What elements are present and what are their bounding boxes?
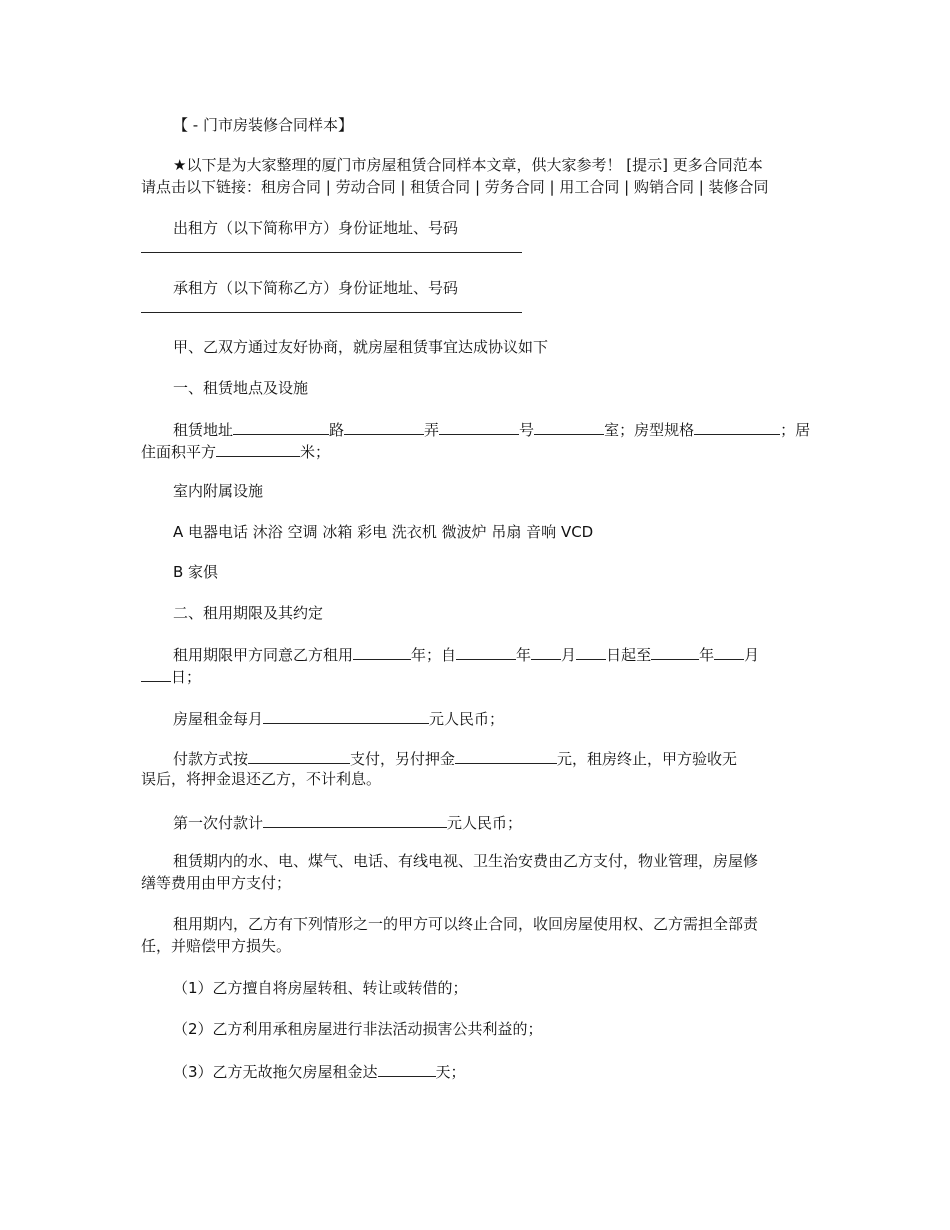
lessor-blank-line [141,252,522,253]
section-1-heading: 一、租赁地点及设施 [173,379,309,397]
start-year-blank [456,642,516,660]
rent-blank [263,706,429,724]
number-blank [439,417,519,435]
intro-line-1: ★以下是为大家整理的厦门市房屋租赁合同样本文章，供大家参考！ [提示] 更多合同范本 [173,156,763,174]
area-label: 住面积平方 [141,443,217,461]
facilities-label: 室内附属设施 [173,482,264,500]
room-type-blank [694,417,780,435]
rent-line [173,706,504,730]
end-year-blank [651,642,699,660]
rent-unit: 元人民币； [429,710,505,728]
payment-line-1 [173,746,737,770]
deposit-label: 支付，另付押金 [350,750,456,768]
facilities-item-a: A 电器电话 沐浴 空调 冰箱 彩电 洗衣机 微波炉 吊扇 音响 VCD [173,523,594,541]
area-blank [216,439,300,457]
term-label: 租用期限甲方同意乙方租用 [173,646,354,664]
rent-label: 房屋租金每月 [173,710,264,728]
road-blank [233,417,329,435]
lessee-blank-line [141,312,522,313]
end-day-label: 日； [171,668,202,686]
clause-3-label: （3）乙方无故拖欠房屋租金达 [173,1063,378,1081]
room-blank [534,417,604,435]
first-payment-line [173,810,522,834]
clause-3 [173,1059,466,1083]
term-line-1 [173,642,759,666]
end-year-label: 年 [699,646,715,664]
document-title: 【 - 门市房装修合同样本】 [173,116,353,134]
deposit-blank [455,746,557,764]
address-label: 租赁地址 [173,421,234,439]
living-label-start: ；居 [780,421,811,439]
term-from-label: 年；自 [411,646,457,664]
end-month-blank [714,642,744,660]
term-line-2 [141,664,201,688]
area-unit: 米； [300,443,331,461]
termination-line-1: 租用期内，乙方有下列情形之一的甲方可以终止合同，收回房屋使用权、乙方需担全部责 [173,915,759,933]
facilities-item-b: B 家俱 [173,563,219,581]
fees-line-2: 缮等费用由甲方支付； [141,874,292,892]
start-day-blank [576,642,606,660]
start-month-label: 月 [561,646,577,664]
fees-line-1: 租赁期内的水、电、煤气、电话、有线电视、卫生治安费由乙方支付，物业管理，房屋修 [173,852,759,870]
lessor-label: 出租方（以下简称甲方）身份证地址、号码 [173,219,459,237]
room-type-label: 室；房型规格 [604,421,695,439]
payment-line-2: 误后，将押金退还乙方，不计利息。 [141,770,382,788]
start-month-blank [531,642,561,660]
intro-line-2: 请点击以下链接：租房合同 | 劳动合同 | 租赁合同 | 劳务合同 | 用工合同 | 购销合同 | 装修合同 [141,178,769,196]
lessee-label: 承租方（以下简称乙方）身份证地址、号码 [173,279,459,297]
start-year-label: 年 [516,646,532,664]
number-label: 号 [519,421,535,439]
termination-line-2: 任，并赔偿甲方损失。 [141,937,292,955]
road-label: 路 [329,421,345,439]
start-day-label: 日起至 [606,646,652,664]
first-payment-label: 第一次付款计 [173,814,264,832]
clause-3-unit: 天； [435,1063,466,1081]
term-years-blank [353,642,411,660]
section-2-heading: 二、租用期限及其约定 [173,604,324,622]
lane-blank [344,417,424,435]
agreement-intro: 甲、乙双方通过友好协商，就房屋租赁事宜达成协议如下 [173,338,549,356]
overdue-days-blank [378,1059,436,1077]
deposit-terms: 元，租房终止，甲方验收无 [557,750,738,768]
address-line-2 [141,439,330,463]
end-month-label: 月 [744,646,760,664]
payment-method-label: 付款方式按 [173,750,249,768]
lane-label: 弄 [424,421,440,439]
payment-method-blank [248,746,350,764]
end-day-blank [141,664,171,682]
first-payment-unit: 元人民币； [447,814,523,832]
clause-2: （2）乙方利用承租房屋进行非法活动损害公共利益的； [173,1020,543,1038]
address-line-1 [173,417,810,441]
first-payment-blank [263,810,447,828]
clause-1: （1）乙方擅自将房屋转租、转让或转借的； [173,979,468,997]
